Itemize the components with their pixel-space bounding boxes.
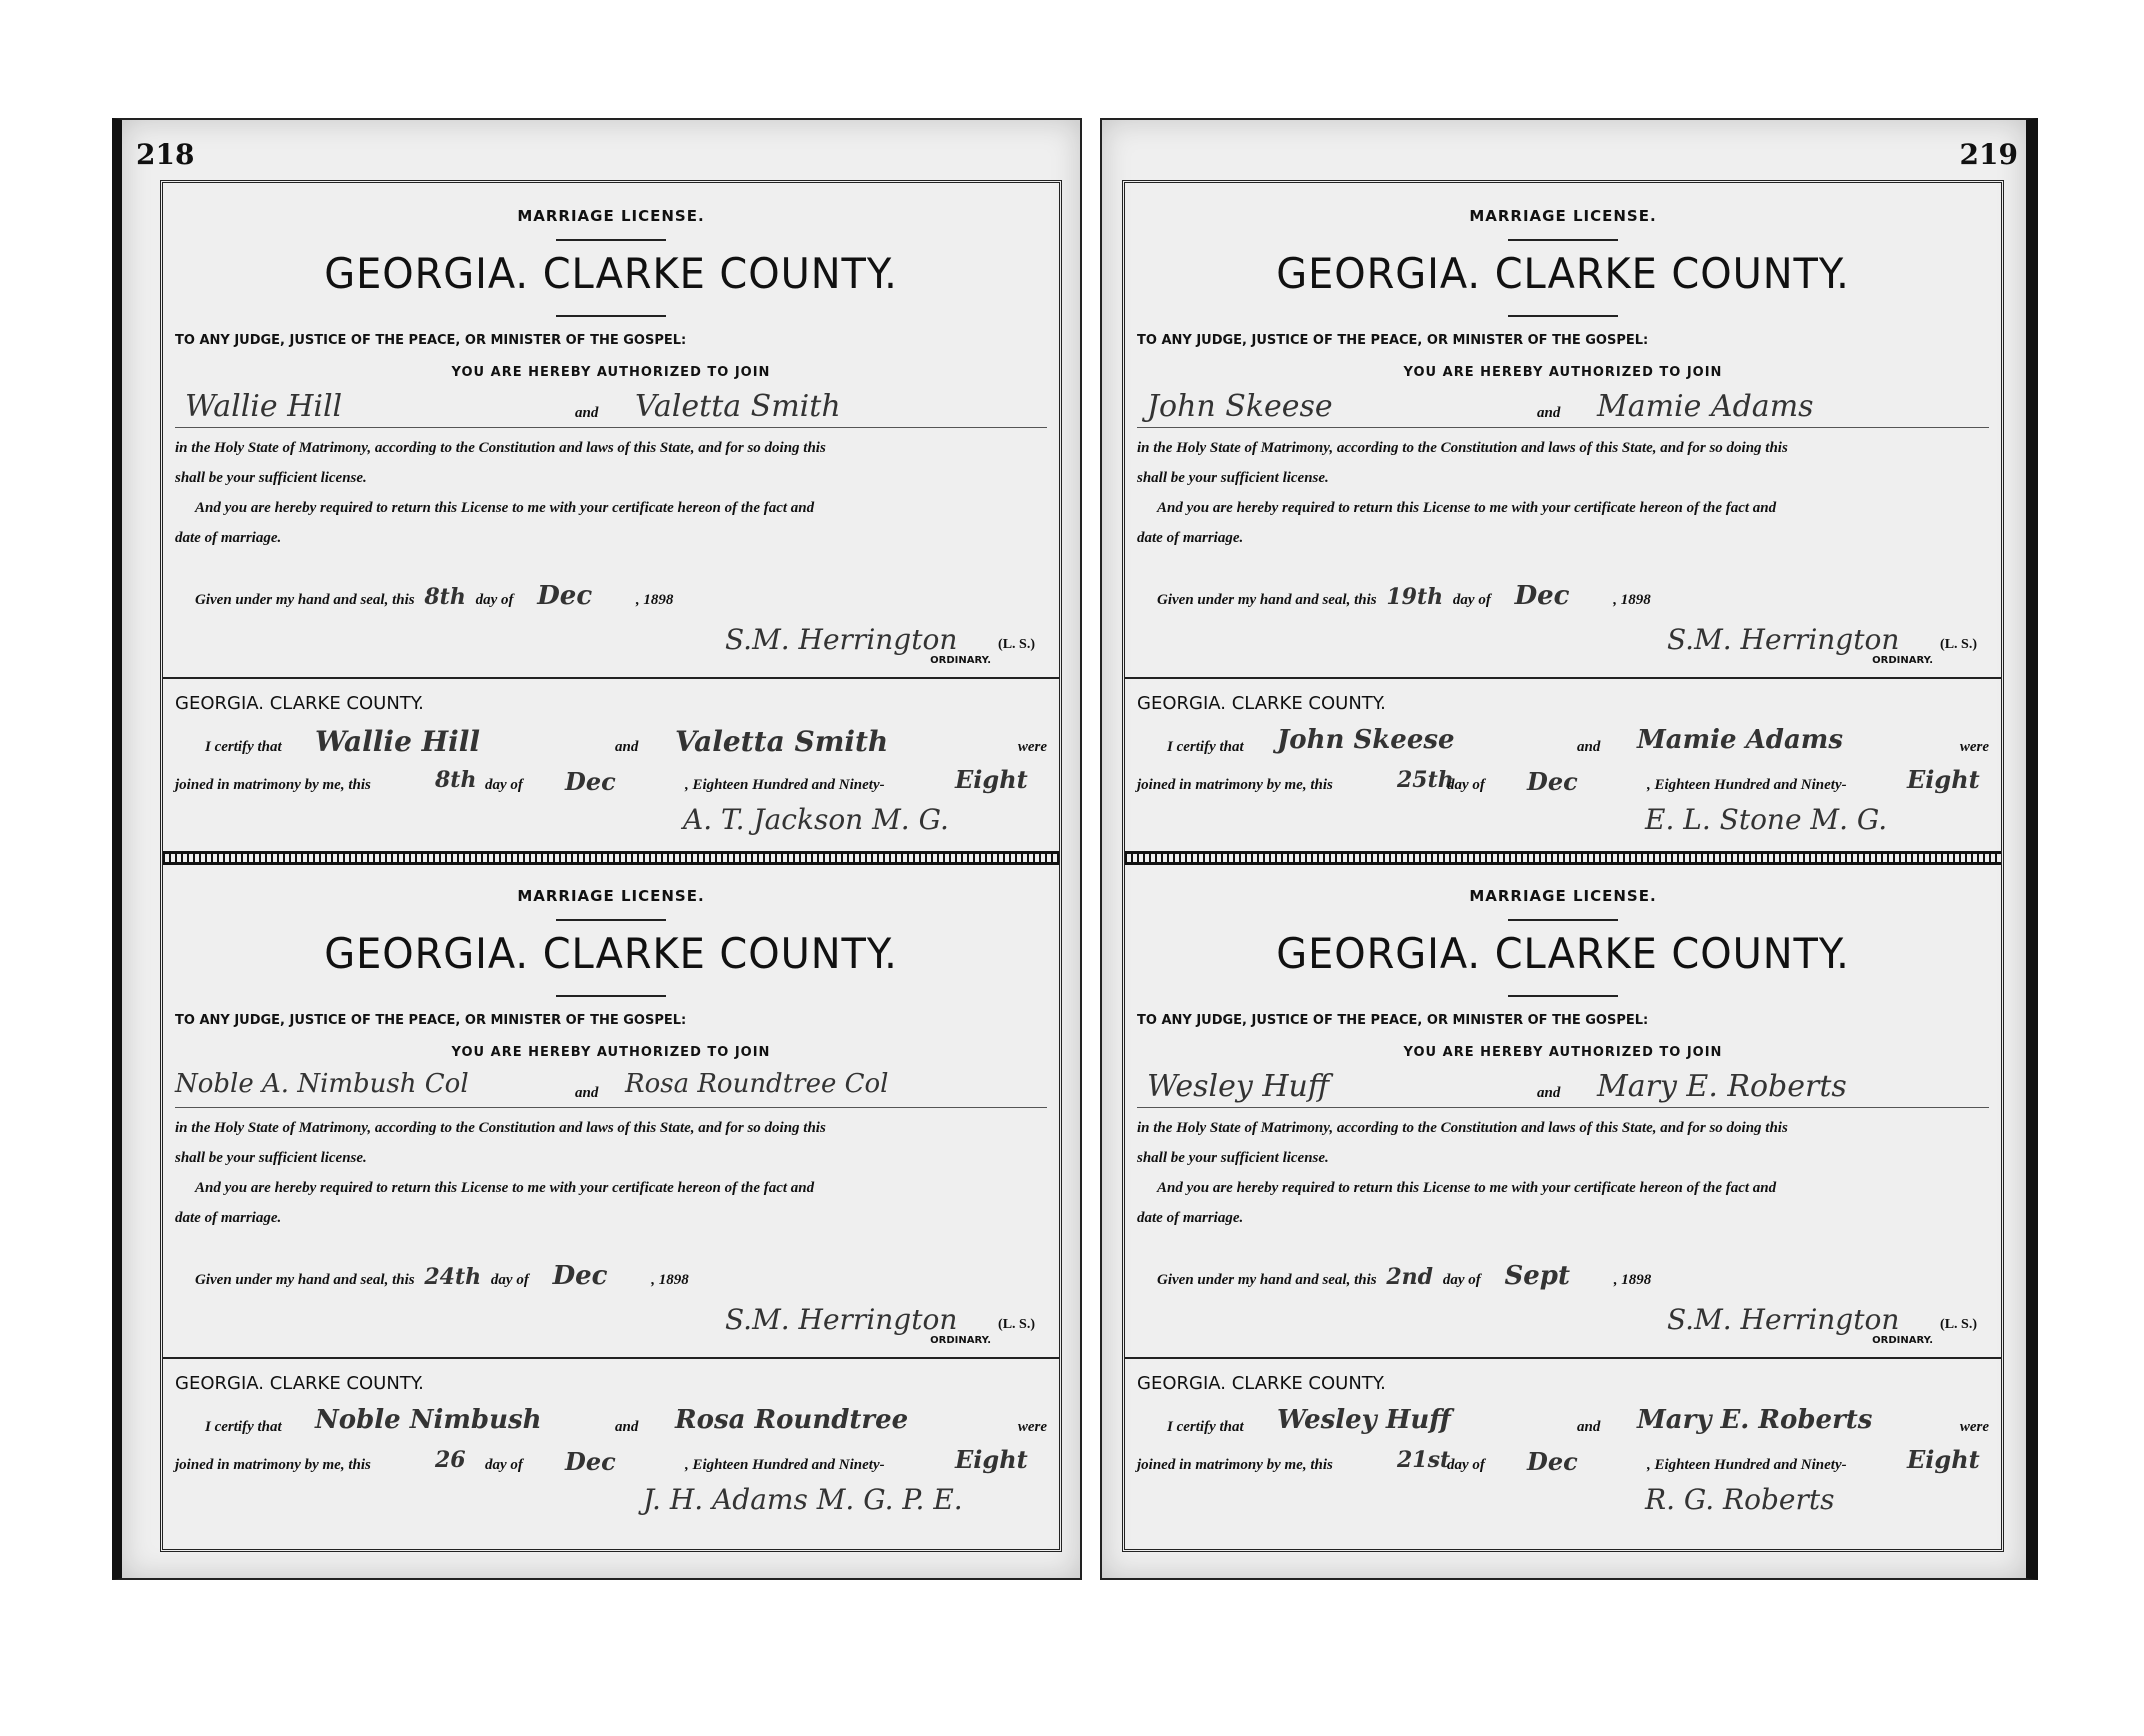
divider (1125, 1357, 2001, 1359)
given-day: 24th (424, 1264, 482, 1290)
ordinary-label: ORDINARY. (930, 655, 991, 666)
ledger-page-right (1100, 118, 2038, 1580)
license-header: MARRIAGE LICENSE. (517, 887, 705, 905)
text-line: in the Holy State of Matrimony, according to the Constitution and laws of this State, and for so doing this (175, 1120, 826, 1136)
and-label: and (615, 739, 639, 755)
eighteen-label: , Eighteen Hundred and Ninety- (1647, 777, 1847, 793)
authorization-line: YOU ARE HEREBY AUTHORIZED TO JOIN (1403, 1045, 1723, 1060)
addressee-line: TO ANY JUDGE, JUSTICE OF THE PEACE, OR MINISTER OF THE GOSPEL: (1137, 1013, 1649, 1028)
given-month: Dec (1514, 581, 1570, 611)
were-label: were (1017, 739, 1047, 755)
divider (163, 677, 1059, 679)
text-line: shall be your sufficient license. (175, 1150, 367, 1166)
given-year: , 1898 (635, 592, 674, 608)
license-header: MARRIAGE LICENSE. (517, 207, 705, 225)
and-label: and (1577, 1419, 1601, 1435)
seal-label: (L. S.) (1940, 1317, 1977, 1332)
given-prefix: Given under my hand and seal, this (1157, 592, 1377, 608)
groom-name: Wesley Huff (1147, 1069, 1330, 1104)
underline (1137, 427, 1989, 428)
groom-name: Noble A. Nimbush Col (175, 1069, 469, 1099)
cert-day: 8th (435, 767, 477, 793)
divider (556, 239, 666, 241)
cert-year: Eight (955, 1445, 1028, 1474)
cert-day: 21st (1397, 1447, 1451, 1473)
and-label: and (575, 405, 599, 421)
certify-prefix: I certify that (1167, 1419, 1244, 1435)
ordinary-signature-block (705, 619, 1035, 669)
cert-year: Eight (955, 765, 1028, 794)
cert-year: Eight (1907, 1445, 1980, 1474)
text-line: in the Holy State of Matrimony, according to the Constitution and laws of this State, and for so doing this (1137, 1120, 1788, 1136)
cert-groom: Wesley Huff (1277, 1405, 1451, 1435)
given-line (195, 581, 673, 611)
were-label: were (1959, 739, 1989, 755)
divider (1508, 239, 1618, 241)
joined-prefix: joined in matrimony by me, this (175, 777, 371, 793)
eighteen-label: , Eighteen Hundred and Ninety- (685, 1457, 885, 1473)
ordinary-signature-block (1647, 619, 1977, 669)
ordinary-signature-block (705, 1299, 1035, 1349)
day-of-label: day of (485, 777, 523, 793)
underline (175, 427, 1047, 428)
certify-prefix: I certify that (1167, 739, 1244, 755)
cert-bride: Mamie Adams (1637, 725, 1843, 755)
text-line: And you are hereby required to return this License to me with your certificate hereon of the fact and (195, 500, 815, 516)
divider (163, 1357, 1059, 1359)
matrimony-text (1137, 1113, 1989, 1233)
addressee-line: TO ANY JUDGE, JUSTICE OF THE PEACE, OR MINISTER OF THE GOSPEL: (175, 1013, 687, 1028)
cert-day: 26 (435, 1447, 466, 1473)
given-month: Dec (537, 581, 593, 611)
joined-prefix: joined in matrimony by me, this (1137, 1457, 1333, 1473)
day-of-label: day of (1452, 592, 1491, 608)
divider (1125, 677, 2001, 679)
text-line: date of marriage. (1137, 1210, 1244, 1226)
given-line (1157, 1261, 1651, 1291)
joined-prefix: joined in matrimony by me, this (1137, 777, 1333, 793)
seal-label: (L. S.) (998, 637, 1035, 652)
given-year: , 1898 (651, 1272, 689, 1288)
text-line: in the Holy State of Matrimony, according to the Constitution and laws of this State, and for so doing this (175, 440, 826, 456)
day-of-label: day of (1447, 777, 1485, 793)
text-line: date of marriage. (175, 1210, 282, 1226)
cert-bride: Valetta Smith (675, 725, 889, 758)
certify-line (1137, 725, 1989, 761)
text-line: shall be your sufficient license. (1137, 470, 1329, 486)
state-county-title: GEORGIA. CLARKE COUNTY. (324, 929, 898, 978)
and-label: and (575, 1085, 599, 1101)
divider (1508, 995, 1618, 997)
state-county-title: GEORGIA. CLARKE COUNTY. (1276, 929, 1850, 978)
officiant-signature: J. H. Adams M. G. P. E. (643, 1483, 963, 1516)
day-of-label: day of (485, 1457, 523, 1473)
cert-month: Dec (1527, 1447, 1578, 1476)
given-year: , 1898 (1613, 592, 1651, 608)
and-label: and (1537, 1085, 1561, 1101)
divider (556, 919, 666, 921)
certify-prefix: I certify that (205, 739, 282, 755)
divider (1508, 919, 1618, 921)
ordinary-label: ORDINARY. (1872, 1335, 1933, 1346)
cert-state-county: GEORGIA. CLARKE COUNTY. (175, 1373, 424, 1394)
cert-bride: Rosa Roundtree (675, 1405, 909, 1435)
day-of-label: day of (475, 592, 514, 608)
cert-day: 25th (1397, 767, 1454, 793)
authorization-line: YOU ARE HEREBY AUTHORIZED TO JOIN (1403, 365, 1723, 380)
seal-label: (L. S.) (998, 1317, 1035, 1332)
bride-name: Valetta Smith (635, 389, 841, 424)
ordinary-label: ORDINARY. (930, 1335, 991, 1346)
bride-name: Mamie Adams (1597, 389, 1814, 424)
eighteen-label: , Eighteen Hundred and Ninety- (685, 777, 885, 793)
cert-groom: John Skeese (1277, 725, 1455, 755)
page-frame (160, 180, 1062, 1552)
state-county-title: GEORGIA. CLARKE COUNTY. (324, 249, 898, 298)
cert-groom: Wallie Hill (315, 725, 480, 758)
cert-year: Eight (1907, 765, 1980, 794)
text-line: shall be your sufficient license. (1137, 1150, 1329, 1166)
text-line: date of marriage. (175, 530, 282, 546)
given-prefix: Given under my hand and seal, this (195, 592, 415, 608)
names-line (175, 1069, 1047, 1109)
given-day: 19th (1386, 584, 1444, 610)
cert-month: Dec (565, 1447, 616, 1476)
license-header: MARRIAGE LICENSE. (1469, 887, 1657, 905)
addressee-line: TO ANY JUDGE, JUSTICE OF THE PEACE, OR MINISTER OF THE GOSPEL: (175, 333, 687, 348)
ordinary-signature: S.M. Herrington (725, 623, 958, 656)
text-line: And you are hereby required to return this License to me with your certificate hereon of the fact and (1157, 500, 1777, 516)
cert-state-county: GEORGIA. CLARKE COUNTY. (175, 693, 424, 714)
text-line: And you are hereby required to return this License to me with your certificate hereon of the fact and (195, 1180, 815, 1196)
addressee-line: TO ANY JUDGE, JUSTICE OF THE PEACE, OR MINISTER OF THE GOSPEL: (1137, 333, 1649, 348)
divider (556, 995, 666, 997)
officiant-signature: R. G. Roberts (1645, 1483, 1835, 1516)
marriage-record (163, 863, 1059, 1541)
given-prefix: Given under my hand and seal, this (195, 1272, 415, 1288)
given-prefix: Given under my hand and seal, this (1157, 1272, 1377, 1288)
certify-prefix: I certify that (205, 1419, 282, 1435)
state-county-title: GEORGIA. CLARKE COUNTY. (1276, 249, 1850, 298)
were-label: were (1017, 1419, 1047, 1435)
divider (1508, 315, 1618, 317)
given-month: Dec (552, 1261, 608, 1291)
bride-name: Mary E. Roberts (1597, 1069, 1847, 1104)
names-line (1137, 1069, 1989, 1109)
and-label: and (1577, 739, 1601, 755)
divider (556, 315, 666, 317)
given-day: 8th (424, 584, 466, 610)
page-number: 218 (136, 138, 195, 171)
ordinary-signature: S.M. Herrington (1667, 1303, 1900, 1336)
eighteen-label: , Eighteen Hundred and Ninety- (1647, 1457, 1847, 1473)
day-of-label: day of (490, 1272, 529, 1288)
text-line: in the Holy State of Matrimony, according to the Constitution and laws of this State, and for so doing this (1137, 440, 1788, 456)
cert-state-county: GEORGIA. CLARKE COUNTY. (1137, 1373, 1386, 1394)
page-frame (1122, 180, 2004, 1552)
matrimony-text (175, 1113, 1047, 1233)
marriage-record (1125, 183, 2001, 861)
day-of-label: day of (1442, 1272, 1481, 1288)
joined-line (175, 1445, 1047, 1481)
authorization-line: YOU ARE HEREBY AUTHORIZED TO JOIN (451, 365, 771, 380)
bride-name: Rosa Roundtree Col (625, 1069, 889, 1099)
license-header: MARRIAGE LICENSE. (1469, 207, 1657, 225)
joined-line (1137, 1445, 1989, 1481)
ordinary-signature: S.M. Herrington (1667, 623, 1900, 656)
groom-name: Wallie Hill (185, 389, 343, 424)
certify-line (175, 725, 1047, 761)
text-line: And you are hereby required to return this License to me with your certificate hereon of the fact and (1157, 1180, 1777, 1196)
given-day: 2nd (1386, 1264, 1434, 1290)
ordinary-label: ORDINARY. (1872, 655, 1933, 666)
day-of-label: day of (1447, 1457, 1485, 1473)
certify-line (175, 1405, 1047, 1441)
ordinary-signature: S.M. Herrington (725, 1303, 958, 1336)
cert-groom: Noble Nimbush (315, 1405, 542, 1435)
and-label: and (615, 1419, 639, 1435)
joined-line (175, 765, 1047, 801)
seal-label: (L. S.) (1940, 637, 1977, 652)
text-line: shall be your sufficient license. (175, 470, 367, 486)
officiant-signature: E. L. Stone M. G. (1645, 803, 1888, 836)
officiant-signature: A. T. Jackson M. G. (683, 803, 949, 836)
matrimony-text (175, 433, 1047, 553)
names-line (175, 389, 1047, 429)
matrimony-text (1137, 433, 1989, 553)
underline (1137, 1107, 1989, 1108)
underline (175, 1107, 1047, 1108)
marriage-record (163, 183, 1059, 861)
ordinary-signature-block (1647, 1299, 1977, 1349)
given-line (1157, 581, 1651, 611)
marriage-record (1125, 863, 2001, 1541)
cert-state-county: GEORGIA. CLARKE COUNTY. (1137, 693, 1386, 714)
joined-line (1137, 765, 1989, 801)
page-number: 219 (1959, 138, 2018, 171)
cert-month: Dec (1527, 767, 1578, 796)
given-line (195, 1261, 689, 1291)
given-month: Sept (1504, 1261, 1570, 1291)
certify-line (1137, 1405, 1989, 1441)
were-label: were (1959, 1419, 1989, 1435)
cert-month: Dec (565, 767, 616, 796)
text-line: date of marriage. (1137, 530, 1244, 546)
names-line (1137, 389, 1989, 429)
cert-bride: Mary E. Roberts (1637, 1405, 1873, 1435)
given-year: , 1898 (1613, 1272, 1652, 1288)
and-label: and (1537, 405, 1561, 421)
authorization-line: YOU ARE HEREBY AUTHORIZED TO JOIN (451, 1045, 771, 1060)
groom-name: John Skeese (1147, 389, 1333, 424)
ledger-page-left (112, 118, 1082, 1580)
joined-prefix: joined in matrimony by me, this (175, 1457, 371, 1473)
